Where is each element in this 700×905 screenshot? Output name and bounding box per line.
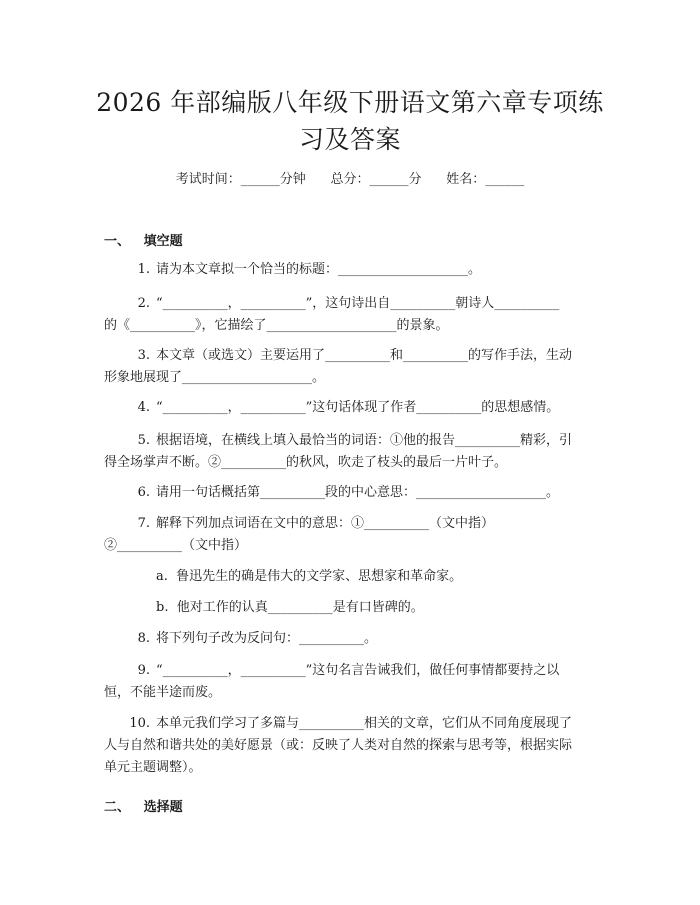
sub-item-label: a. <box>156 569 168 584</box>
question-text: 请为本文章拟一个恰当的标题：____________________。 <box>156 262 482 277</box>
question-7-continuation: ②__________（文中指） <box>104 538 248 553</box>
question-number: 2. <box>137 296 150 311</box>
question-text: 本单元我们学习了多篇与__________相关的文章，它们从不同角度展现了 <box>156 716 573 731</box>
question-10-continuation-1: 人与自然和谐共处的美好愿景（或：反映了人类对自然的探索与思考等，根据实际 <box>104 738 573 753</box>
question-text: 本文章（或选文）主要运用了__________和__________的写作手法，生动 <box>156 348 573 363</box>
question-3-continuation: 形象地展现了____________________。 <box>104 370 326 385</box>
exam-meta-line: 考试时间：______分钟 总分：______分 姓名：______ <box>175 172 525 187</box>
sub-item-label: b. <box>156 600 169 615</box>
title-line-1: 2026 年部编版八年级下册语文第六章专项练 <box>96 88 604 117</box>
question-6 <box>104 479 598 506</box>
question-number: 4. <box>137 400 150 415</box>
question-text: 解释下列加点词语在文中的意思：①__________（文中指） <box>156 516 495 531</box>
question-number: 3. <box>137 348 150 363</box>
question-4 <box>104 394 598 421</box>
sub-item-b <box>156 594 596 621</box>
sub-item-a <box>156 563 596 590</box>
question-number: 5. <box>137 433 150 448</box>
section-heading-fill-blank: 一、 填空题 <box>104 234 183 249</box>
question-text: “__________，__________”这句名言告诫我们，做任何事情都要持之以 <box>156 663 560 678</box>
question-text: “__________，__________”，这句诗出自__________朝诗人__________ <box>156 296 560 311</box>
question-2-continuation: 的《__________》，它描绘了____________________的景象。 <box>104 318 449 333</box>
question-number: 7. <box>137 516 150 531</box>
document-title <box>60 84 640 158</box>
question-text: 请用一句话概括第__________段的中心意思：____________________。 <box>156 485 560 500</box>
question-number: 9. <box>137 663 150 678</box>
question-1 <box>104 256 598 283</box>
question-5-continuation: 得全场掌声不断。②__________的秋风，吹走了枝头的最后一片叶子。 <box>104 455 508 470</box>
question-9-continuation: 恒，不能半途而废。 <box>104 685 222 700</box>
sub-item-text: 他对工作的认真__________是有口皆碑的。 <box>176 600 424 615</box>
question-number: 6. <box>137 485 150 500</box>
question-number: 8. <box>137 631 150 646</box>
sub-item-text: 鲁迅先生的确是伟大的文学家、思想家和革命家。 <box>176 569 463 584</box>
question-number: 1. <box>137 262 150 277</box>
section-heading-multiple-choice: 二、 选择题 <box>104 800 183 815</box>
question-number: 10. <box>129 716 150 731</box>
question-text: “__________，__________”这句话体现了作者__________的思想感情。 <box>156 400 560 415</box>
title-line-2: 习及答案 <box>298 125 401 154</box>
question-8 <box>104 625 598 652</box>
question-text: 根据语境，在横线上填入最恰当的词语：①他的报告__________精彩，引 <box>156 433 573 448</box>
question-10-continuation-2: 单元主题调整）。 <box>104 760 202 775</box>
question-text: 将下列句子改为反问句：__________。 <box>156 631 378 646</box>
